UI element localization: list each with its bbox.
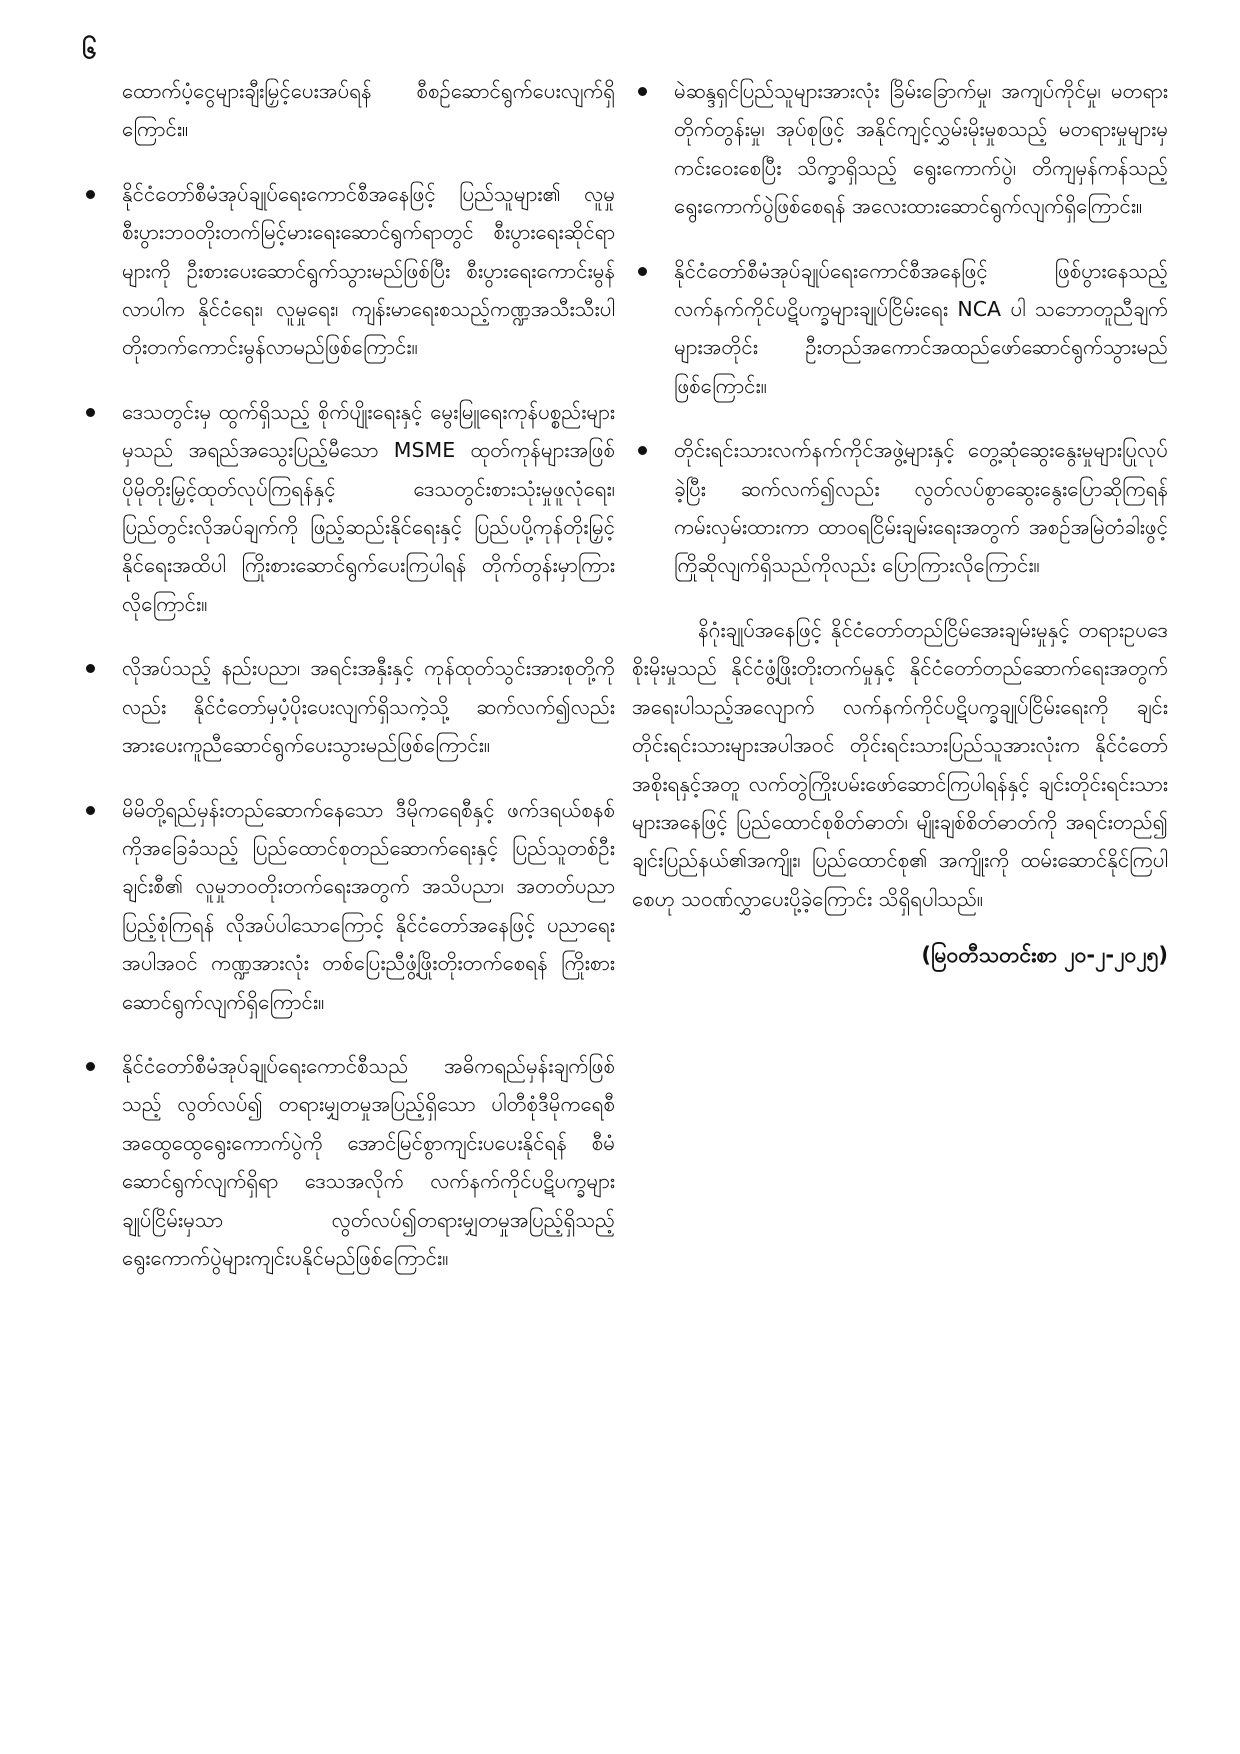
right-column [632, 72, 1168, 975]
bullet-item-nca: နိုင်ငံတော်စီမံအုပ်ချုပ်ရေးကောင်စီအနေဖြင့် ဖြစ်ပွားနေသည့် လက်နက်ကိုင်ပဋိပက္ခများချုပ်ငြိမ်းရေး NCA ပါ သဘောတူညီချက်များအတိုင်း ဦးတည်အကောင်အထည်ဖော်ဆောင်ရွက်သွားမည်ဖြစ်ကြောင်း။ [632, 252, 1168, 406]
bullet-item-technology-support: လိုအပ်သည့် နည်းပညာ၊ အရင်းအနှီးနှင့် ကုန်ထုတ်သွင်းအားစုတို့ကိုလည်း နိုင်ငံတော်မှပံ့ပိုးပေးလျက်ရှိသကဲ့သို့ ဆက်လက်၍လည်း အားပေးကူညီဆောင်ရွက်ပေးသွားမည်ဖြစ်ကြောင်း။ [80, 649, 615, 764]
source-citation: (မြဝတီသတင်းစာ ၂၀-၂-၂၀၂၅) [921, 943, 1168, 968]
bullet-item-peace-talks: တိုင်းရင်းသားလက်နက်ကိုင်အဖွဲ့များနှင့် တွေ့ဆုံဆွေးနွေးမှုများပြုလုပ်ခဲ့ပြီး ဆက်လက်၍လည်း လွတ်လပ်စွာဆွေးနွေးပြောဆိုကြရန်ကမ်းလှမ်းထားကာ ထာဝရငြိမ်းချမ်းရေးအတွက် အစဉ်အမြဲတံခါးဖွင့်ကြိုဆိုလျက်ရှိသည်ကိုလည်း ပြောကြားလိုကြောင်း။ [632, 431, 1168, 585]
bullet-item-economy: နိုင်ငံတော်စီမံအုပ်ချုပ်ရေးကောင်စီအနေဖြင့် ပြည်သူများ၏ လူမှုစီးပွားဘဝတိုးတက်မြင့်မားရေးဆောင်ရွက်ရာတွင် စီးပွားရေးဆိုင်ရာများကို ဦးစားပေးဆောင်ရွက်သွားမည်ဖြစ်ပြီး စီးပွားရေးကောင်းမွန်လာပါက နိုင်ငံရေး၊ လူမှုရေး၊ ကျန်းမာရေးစသည့်ကဏ္ဍအသီးသီးပါ တိုးတက်ကောင်းမွန်လာမည်ဖြစ်ကြောင်း။ [80, 175, 615, 367]
bullet-item-education: မိမိတို့ရည်မှန်းတည်ဆောက်နေသော ဒီမိုကရေစီနှင့် ဖက်ဒရယ်စနစ်ကိုအခြေခံသည့် ပြည်ထောင်စုတည်ဆောက်ရေးနှင့် ပြည်သူတစ်ဦးချင်းစီ၏ လူမှုဘဝတိုးတက်ရေးအတွက် အသိပညာ၊ အတတ်ပညာပြည့်စုံကြရန် လိုအပ်ပါသောကြောင့် နိုင်ငံတော်အနေဖြင့် ပညာရေးအပါအဝင် ကဏ္ဍအားလုံး တစ်ပြေးညီဖွံ့ဖြိုးတိုးတက်စေရန် ကြိုးစားဆောင်ရွက်လျက်ရှိကြောင်း။ [80, 791, 615, 1021]
continued-paragraph: ထောက်ပံ့ငွေများချီးမြှင့်ပေးအပ်ရန် စီစဉ်ဆောင်ရွက်ပေးလျက်ရှိကြောင်း။ [122, 79, 615, 142]
page-number: ၆ [82, 35, 97, 65]
closing-paragraph: နိဂုံးချုပ်အနေဖြင့် နိုင်ငံတော်တည်ငြိမ်အေးချမ်းမှုနှင့် တရားဥပဒေစိုးမိုးမှုသည် နိုင်ငံဖွံ့ဖြိုးတိုးတက်မှုနှင့် နိုင်ငံတော်တည်ဆောက်ရေးအတွက် အရေးပါသည့်အလျောက် လက်နက်ကိုင်ပဋိပက္ခချုပ်ငြိမ်းရေးကို ချင်းတိုင်းရင်းသားများအပါအဝင် တိုင်းရင်းသားပြည်သူအားလုံးက နိုင်ငံတော်အစိုးရနှင့်အတူ လက်တွဲကြိုးပမ်းဖော်ဆောင်ကြပါရန်နှင့် ချင်းတိုင်းရင်းသားများအနေဖြင့် ပြည်ထောင်စုစိတ်ဓာတ်၊ မျိုးချစ်စိတ်ဓာတ်ကို အရင်းတည်၍ ချင်းပြည်နယ်၏အကျိုး၊ ပြည်ထောင်စု၏ အကျိုးကို ထမ်းဆောင်နိုင်ကြပါစေဟု သဝဏ်လွှာပေးပို့ခဲ့ကြောင်း သိရှိရပါသည်။ [632, 617, 1168, 911]
left-column [80, 72, 615, 1303]
bullet-item-election: နိုင်ငံတော်စီမံအုပ်ချုပ်ရေးကောင်စီသည် အဓိကရည်မှန်းချက်ဖြစ်သည့် လွတ်လပ်၍ တရားမျှတမှုအပြည့်ရှိသော ပါတီစုံဒီမိုကရေစီအထွေထွေရွေးကောက်ပွဲကို အောင်မြင်စွာကျင်းပပေးနိုင်ရန် စီမံဆောင်ရွက်လျက်ရှိရာ ဒေသအလိုက် လက်နက်ကိုင်ပဋိပက္ခများချုပ်ငြိမ်းမှသာ လွတ်လပ်၍တရားမျှတမှုအပြည့်ရှိသည့် ရွေးကောက်ပွဲများကျင်းပနိုင်မည်ဖြစ်ကြောင်း။ [80, 1047, 615, 1277]
bullet-item-msme-products: ဒေသတွင်းမှ ထွက်ရှိသည့် စိုက်ပျိုးရေးနှင့် မွေးမြူရေးကုန်ပစ္စည်းများမှသည် အရည်အသွေးပြည့်မီသော MSME ထုတ်ကုန်များအဖြစ် ပိုမိုတိုးမြှင့်ထုတ်လုပ်ကြရန်နှင့် ဒေသတွင်းစားသုံးမှုဖူလုံရေး၊ ပြည်တွင်းလိုအပ်ချက်ကို ဖြည့်ဆည်းနိုင်ရေးနှင့် ပြည်ပပို့ကုန်တိုးမြှင့်နိုင်ရေးအထိပါ ကြိုးစားဆောင်ရွက်ပေးကြပါရန် တိုက်တွန်းမှာကြားလိုကြောင်း။ [80, 393, 615, 623]
bullet-item-voters: မဲဆန္ဒရှင်ပြည်သူများအားလုံး ခြိမ်းခြောက်မှု၊ အကျပ်ကိုင်မှု၊ မတရားတိုက်တွန်းမှု၊ အုပ်စုဖြင့် အနိုင်ကျင့်လွှမ်းမိုးမှုစသည့် မတရားမှုများမှ ကင်းဝေးစေပြီး သိက္ခာရှိသည့် ရွေးကောက်ပွဲ၊ တိကျမှန်ကန်သည့် ရွေးကောက်ပွဲဖြစ်စေရန် အလေးထားဆောင်ရွက်လျက်ရှိကြောင်း။ [632, 72, 1168, 226]
